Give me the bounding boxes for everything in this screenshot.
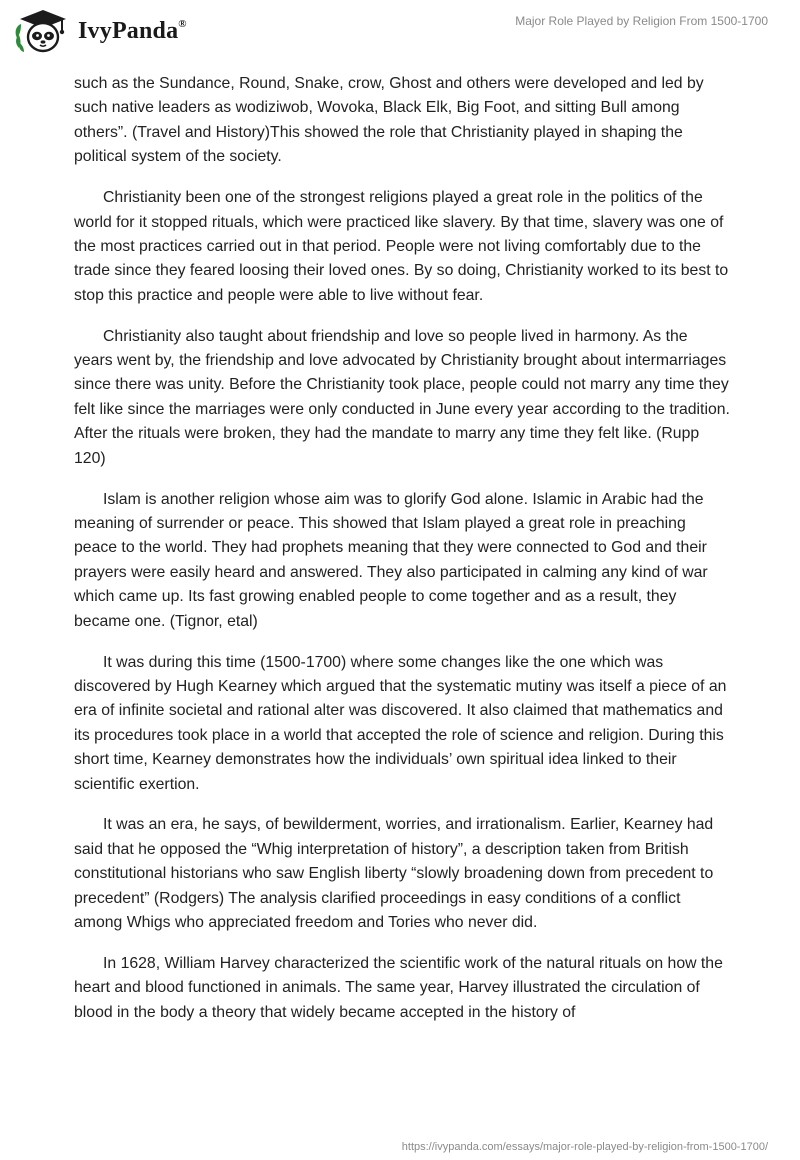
page-header — [0, 0, 800, 62]
paragraph: such as the Sundance, Round, Snake, crow, Ghost and others were developed and led by such native leaders as wodiziwob, Wovoka, Black Elk, Big Foot, and sitting Bull among others”. (Travel and History)This showed the role that Christianity played in shaping the political system of the society. — [74, 75, 704, 166]
ivypanda-logo[interactable] — [14, 8, 187, 54]
registered-mark: ® — [178, 17, 187, 30]
source-url[interactable]: https://ivypanda.com/essays/major-role-played-by-religion-from-1500-1700/ — [401, 1141, 768, 1153]
paragraph: It was an era, he says, of bewilderment, worries, and irrationalism. Earlier, Kearney had said that he opposed the “Whig interpretation of history”, a description taken from British constitutional historians who saw English liberty “slowly broadening down from precedent to precedent” (Rodgers) The analysis clarified proceedings in easy conditions of a conflict among Whigs who appreciated freedom and Tories who never did. — [74, 816, 714, 932]
paragraph: Christianity been one of the strongest religions played a great role in the politics of the world for it stopped rituals, which were practiced like slavery. By that time, slavery was one of the most practices carried out in that period. People were not living comfortably due to the trade since they feared loosing their loved ones. By so doing, Christianity worked to its best to stop this practice and people were able to live without fear. — [74, 189, 729, 304]
paragraph: In 1628, William Harvey characterized the scientific work of the natural rituals on how the heart and blood functioned in animals. The same year, Harvey illustrated the circulation of blood in the body a theory that widely became accepted in the history of — [74, 955, 723, 1021]
essay-body — [74, 72, 730, 1042]
document-title: Major Role Played by Religion From 1500-1700 — [515, 14, 768, 28]
brand-name-text: IvyPanda — [78, 17, 179, 44]
paragraph: Islam is another religion whose aim was to glorify God alone. Islamic in Arabic had the meaning of surrender or peace. This showed that Islam played a great role in preaching peace to the world. They had prophets meaning that they were connected to God and their prayers were easily heard and answered. They also participated in calming any kind of war which came up. Its fast growing enabled people to come together and as a result, they became one. (Tignor, etal) — [74, 490, 708, 630]
brand-name — [78, 18, 187, 45]
panda-graduation-cap-icon — [14, 8, 72, 54]
paragraph: Christianity also taught about friendship and love so people lived in harmony. As the years went by, the friendship and love advocated by Christianity brought about intermarriages since there was unity. Before the Christianity took place, people could not marry any time they felt like since the marriages were only conducted in June every year according to the tradition. After the rituals were broken, they had the mandate to marry any time they felt like. (Rupp 120) — [74, 327, 730, 467]
paragraph: It was during this time (1500-1700) where some changes like the one which was discovered by Hugh Kearney which argued that the systematic mutiny was itself a piece of an era of infinite societal and rational alter was discovered. It also claimed that mathematics and its procedures took place in a world that accepted the role of science and religion. During this short time, Kearney demonstrates how the individuals’ own spiritual idea linked to their scientific exertion. — [74, 653, 727, 793]
